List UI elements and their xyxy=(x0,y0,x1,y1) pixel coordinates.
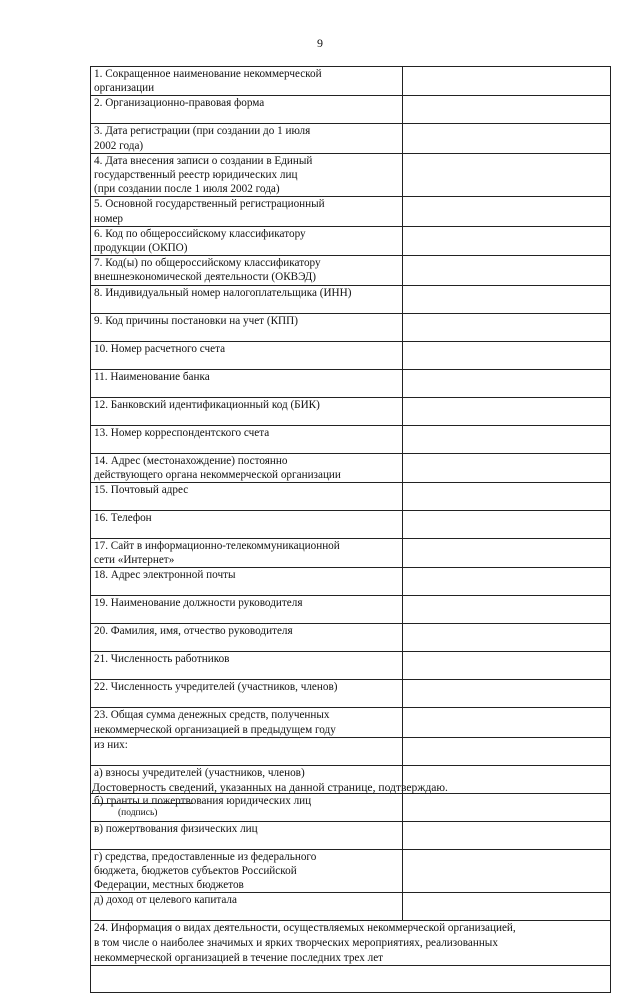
field-value-input[interactable] xyxy=(403,737,611,765)
table-row xyxy=(91,425,611,453)
field-value-input[interactable] xyxy=(403,197,611,226)
table-row xyxy=(91,96,611,124)
table-row xyxy=(91,197,611,226)
table-row xyxy=(91,285,611,313)
field-label: 13. Номер корреспондентского счета xyxy=(91,425,403,453)
table-row xyxy=(91,483,611,511)
table-row xyxy=(91,369,611,397)
table-row xyxy=(91,67,611,96)
table-row xyxy=(91,453,611,482)
field-value-input[interactable] xyxy=(403,793,611,821)
table-row xyxy=(91,821,611,849)
table-row xyxy=(91,708,611,737)
field-label: 15. Почтовый адрес xyxy=(91,483,403,511)
field-label: 7. Код(ы) по общероссийскому классификатору внешнеэкономической деятельности (ОКВЭД) xyxy=(91,256,403,285)
field-value-input[interactable] xyxy=(403,124,611,153)
activity-info-input[interactable] xyxy=(91,966,611,993)
signature-caption: (подпись) xyxy=(118,808,158,818)
field-label: а) взносы учредителей (участников, членов) xyxy=(91,765,403,793)
field-value-input[interactable] xyxy=(403,539,611,568)
field-value-input[interactable] xyxy=(403,425,611,453)
field-value-input[interactable] xyxy=(403,596,611,624)
field-label: 18. Адрес электронной почты xyxy=(91,568,403,596)
field-value-input[interactable] xyxy=(403,226,611,255)
table-row xyxy=(91,596,611,624)
table-row xyxy=(91,849,611,893)
field-value-input[interactable] xyxy=(403,256,611,285)
organization-info-table xyxy=(90,66,611,993)
field-value-input[interactable] xyxy=(403,453,611,482)
field-label: в) пожертвования физических лиц xyxy=(91,821,403,849)
table-row xyxy=(91,568,611,596)
field-value-input[interactable] xyxy=(403,369,611,397)
field-label: 9. Код причины постановки на учет (КПП) xyxy=(91,313,403,341)
field-label: 5. Основной государственный регистрационный номер xyxy=(91,197,403,226)
field-label: б) гранты и пожертвования юридических лиц xyxy=(91,793,403,821)
signature-line[interactable] xyxy=(92,803,193,804)
field-label: из них: xyxy=(91,737,403,765)
field-label: 4. Дата внесения записи о создании в Единый государственный реестр юридических лиц (при создании после 1 июля 2002 года) xyxy=(91,153,403,197)
page-number: 9 xyxy=(317,36,323,50)
field-value-input[interactable] xyxy=(403,708,611,737)
field-label: 20. Фамилия, имя, отчество руководителя xyxy=(91,624,403,652)
field-value-input[interactable] xyxy=(403,483,611,511)
table-row xyxy=(91,313,611,341)
field-label: 6. Код по общероссийскому классификатору продукции (ОКПО) xyxy=(91,226,403,255)
field-value-input[interactable] xyxy=(403,624,611,652)
field-label: 19. Наименование должности руководителя xyxy=(91,596,403,624)
field-label: 12. Банковский идентификационный код (БИК) xyxy=(91,397,403,425)
table-row-activity-info xyxy=(91,921,611,966)
field-value-input[interactable] xyxy=(403,893,611,921)
field-label: 21. Численность работников xyxy=(91,652,403,680)
field-value-input[interactable] xyxy=(403,511,611,539)
table-row xyxy=(91,893,611,921)
table-row xyxy=(91,124,611,153)
field-label: 14. Адрес (местонахождение) постоянно действующего органа некоммерческой организации xyxy=(91,453,403,482)
field-label: 2. Организационно-правовая форма xyxy=(91,96,403,124)
field-label: 22. Численность учредителей (участников, членов) xyxy=(91,680,403,708)
field-value-input[interactable] xyxy=(403,341,611,369)
field-label: 11. Наименование банка xyxy=(91,369,403,397)
field-label: 3. Дата регистрации (при создании до 1 июля 2002 года) xyxy=(91,124,403,153)
confirmation-text: Достоверность сведений, указанных на данной странице, подтверждаю. xyxy=(92,781,448,794)
field-value-input[interactable] xyxy=(403,821,611,849)
field-value-input[interactable] xyxy=(403,313,611,341)
table-row xyxy=(91,539,611,568)
field-label: 23. Общая сумма денежных средств, полученных некоммерческой организацией в предыдущем году xyxy=(91,708,403,737)
field-value-input[interactable] xyxy=(403,849,611,893)
field-value-input[interactable] xyxy=(403,96,611,124)
table-row xyxy=(91,226,611,255)
table-row xyxy=(91,680,611,708)
field-label: 1. Сокращенное наименование некоммерческой организации xyxy=(91,67,403,96)
field-value-input[interactable] xyxy=(403,285,611,313)
table-row xyxy=(91,624,611,652)
field-label: д) доход от целевого капитала xyxy=(91,893,403,921)
table-row xyxy=(91,511,611,539)
field-value-input[interactable] xyxy=(403,680,611,708)
field-label: 10. Номер расчетного счета xyxy=(91,341,403,369)
table-row-activity-answer xyxy=(91,966,611,993)
field-label: г) средства, предоставленные из федерального бюджета, бюджетов субъектов Российской Федерации, местных бюджетов xyxy=(91,849,403,893)
table-row xyxy=(91,793,611,821)
field-label: 8. Индивидуальный номер налогоплательщика (ИНН) xyxy=(91,285,403,313)
table-row xyxy=(91,341,611,369)
field-label: 16. Телефон xyxy=(91,511,403,539)
organization-info-table-body xyxy=(91,67,611,993)
field-label: 17. Сайт в информационно-телекоммуникационной сети «Интернет» xyxy=(91,539,403,568)
table-row xyxy=(91,153,611,197)
field-value-input[interactable] xyxy=(403,652,611,680)
field-value-input[interactable] xyxy=(403,568,611,596)
table-row xyxy=(91,397,611,425)
field-value-input[interactable] xyxy=(403,153,611,197)
table-row xyxy=(91,737,611,765)
field-value-input[interactable] xyxy=(403,67,611,96)
activity-info-label: 24. Информация о видах деятельности, осуществляемых некоммерческой организацией, в том числе о наиболее значимых и ярких творческих мероприятиях, реализованных некоммерческой организацией в течение последних трех лет xyxy=(91,921,611,966)
table-row xyxy=(91,652,611,680)
table-row xyxy=(91,256,611,285)
field-value-input[interactable] xyxy=(403,397,611,425)
